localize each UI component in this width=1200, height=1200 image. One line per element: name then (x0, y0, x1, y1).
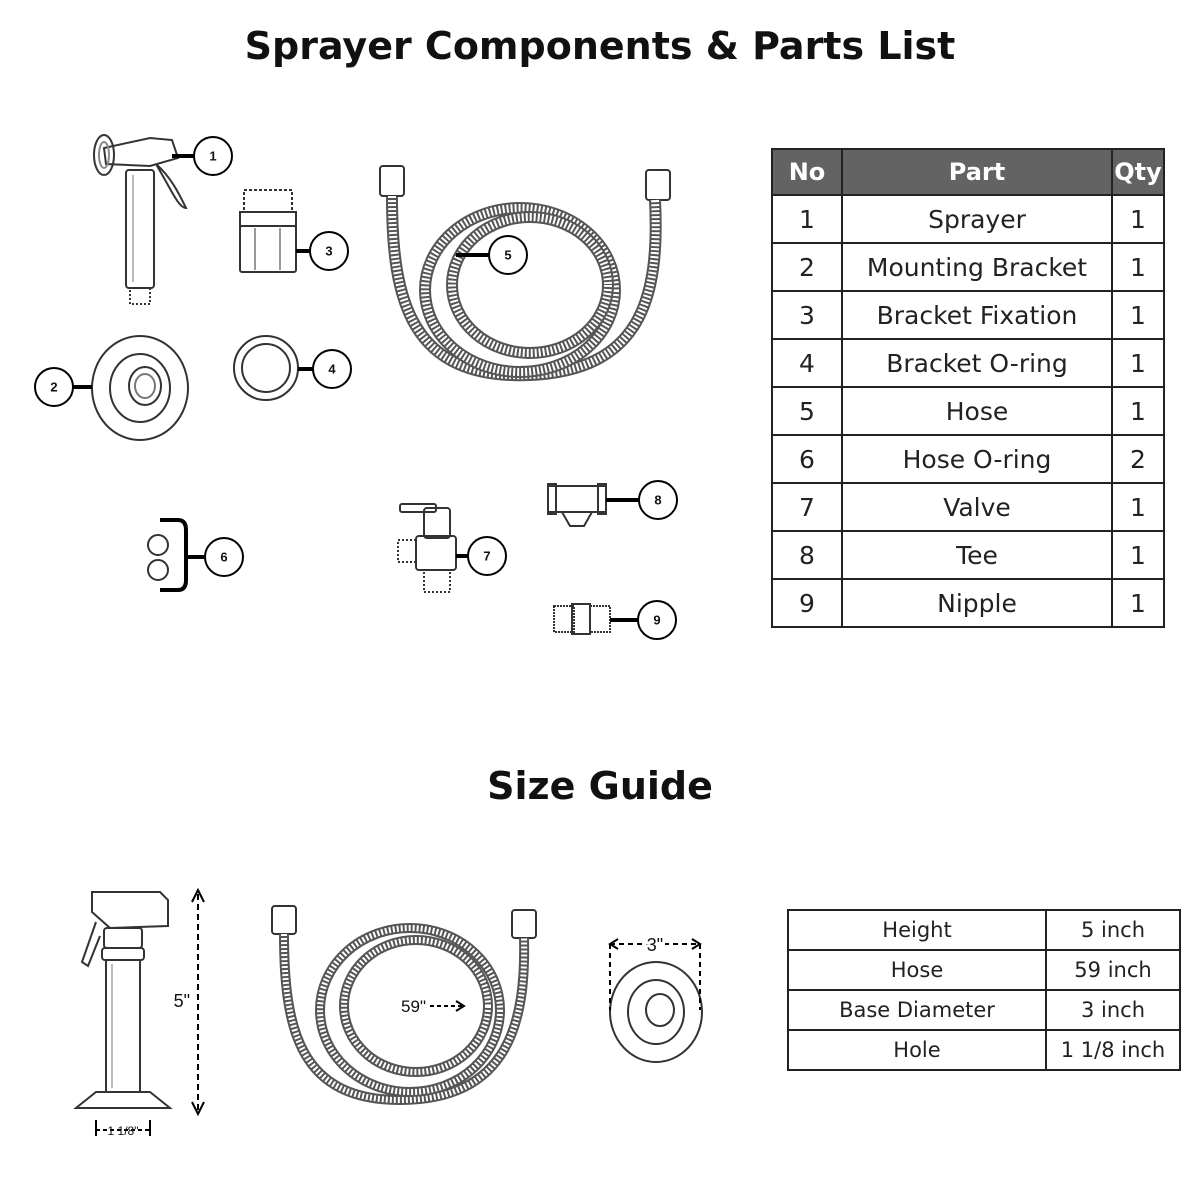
valve-illustration (398, 504, 470, 592)
cell-qty: 1 (1112, 339, 1164, 387)
size-label: Hose (788, 950, 1046, 990)
callout-2: 2 (50, 379, 58, 395)
cell-part: Hose O-ring (842, 435, 1112, 483)
callout-4: 4 (328, 361, 336, 377)
size-row (788, 950, 1180, 990)
table-row (772, 579, 1164, 627)
hose-illustration (380, 166, 670, 375)
cell-part: Bracket O-ring (842, 339, 1112, 387)
cell-qty: 1 (1112, 195, 1164, 243)
cell-qty: 1 (1112, 243, 1164, 291)
table-row (772, 291, 1164, 339)
header-no: No (772, 149, 842, 195)
cell-part: Mounting Bracket (842, 243, 1112, 291)
size-label: Height (788, 910, 1046, 950)
cell-qty: 1 (1112, 291, 1164, 339)
callout-9: 9 (653, 612, 661, 628)
size-value: 3 inch (1046, 990, 1180, 1030)
table-row (772, 195, 1164, 243)
callout-8: 8 (654, 492, 662, 508)
size-guide-title: Size Guide (487, 764, 713, 808)
cell-part: Nipple (842, 579, 1112, 627)
cell-part: Hose (842, 387, 1112, 435)
table-row (772, 483, 1164, 531)
cell-no: 8 (772, 531, 842, 579)
bracket-fixation-illustration (240, 190, 312, 272)
base-size-illustration (610, 939, 702, 1062)
table-row (772, 243, 1164, 291)
cell-no: 7 (772, 483, 842, 531)
size-label: Hole (788, 1030, 1046, 1070)
cell-part: Sprayer (842, 195, 1112, 243)
height-dimension-label: 5" (173, 991, 190, 1011)
cell-no: 2 (772, 243, 842, 291)
callout-5: 5 (504, 247, 512, 263)
size-value: 5 inch (1046, 910, 1180, 950)
callout-7: 7 (483, 548, 491, 564)
cell-qty: 1 (1112, 387, 1164, 435)
size-row (788, 910, 1180, 950)
parts-table-header (772, 149, 1164, 195)
cell-qty: 1 (1112, 483, 1164, 531)
cell-part: Valve (842, 483, 1112, 531)
header-qty: Qty (1112, 149, 1164, 195)
cell-no: 5 (772, 387, 842, 435)
size-label: Base Diameter (788, 990, 1046, 1030)
cell-no: 4 (772, 339, 842, 387)
size-value: 59 inch (1046, 950, 1180, 990)
cell-part: Tee (842, 531, 1112, 579)
size-table (787, 909, 1181, 1071)
size-value: 1 1/8 inch (1046, 1030, 1180, 1070)
cell-no: 6 (772, 435, 842, 483)
page-title: Sprayer Components & Parts List (244, 24, 956, 68)
mounting-bracket-illustration (72, 336, 188, 440)
sprayer-illustration (94, 135, 194, 304)
table-row (772, 435, 1164, 483)
hole-dimension-label: 1 1/8" (107, 1124, 139, 1138)
size-row (788, 1030, 1180, 1070)
bracket-oring-illustration (234, 336, 314, 400)
cell-part: Bracket Fixation (842, 291, 1112, 339)
table-row (772, 339, 1164, 387)
callout-1: 1 (209, 148, 217, 164)
sprayer-size-illustration (76, 890, 204, 1136)
callout-6: 6 (220, 549, 228, 565)
base-diameter-label: 3" (646, 935, 664, 955)
cell-no: 3 (772, 291, 842, 339)
callout-3: 3 (325, 243, 333, 259)
size-row (788, 990, 1180, 1030)
header-part: Part (842, 149, 1112, 195)
cell-no: 9 (772, 579, 842, 627)
tee-illustration (548, 484, 640, 526)
table-row (772, 387, 1164, 435)
hose-length-label: 59" (401, 997, 426, 1016)
cell-qty: 1 (1112, 579, 1164, 627)
parts-table (771, 148, 1165, 628)
cell-qty: 2 (1112, 435, 1164, 483)
hose-oring-illustration (148, 520, 206, 590)
cell-no: 1 (772, 195, 842, 243)
cell-qty: 1 (1112, 531, 1164, 579)
nipple-illustration (554, 604, 638, 634)
table-row (772, 531, 1164, 579)
